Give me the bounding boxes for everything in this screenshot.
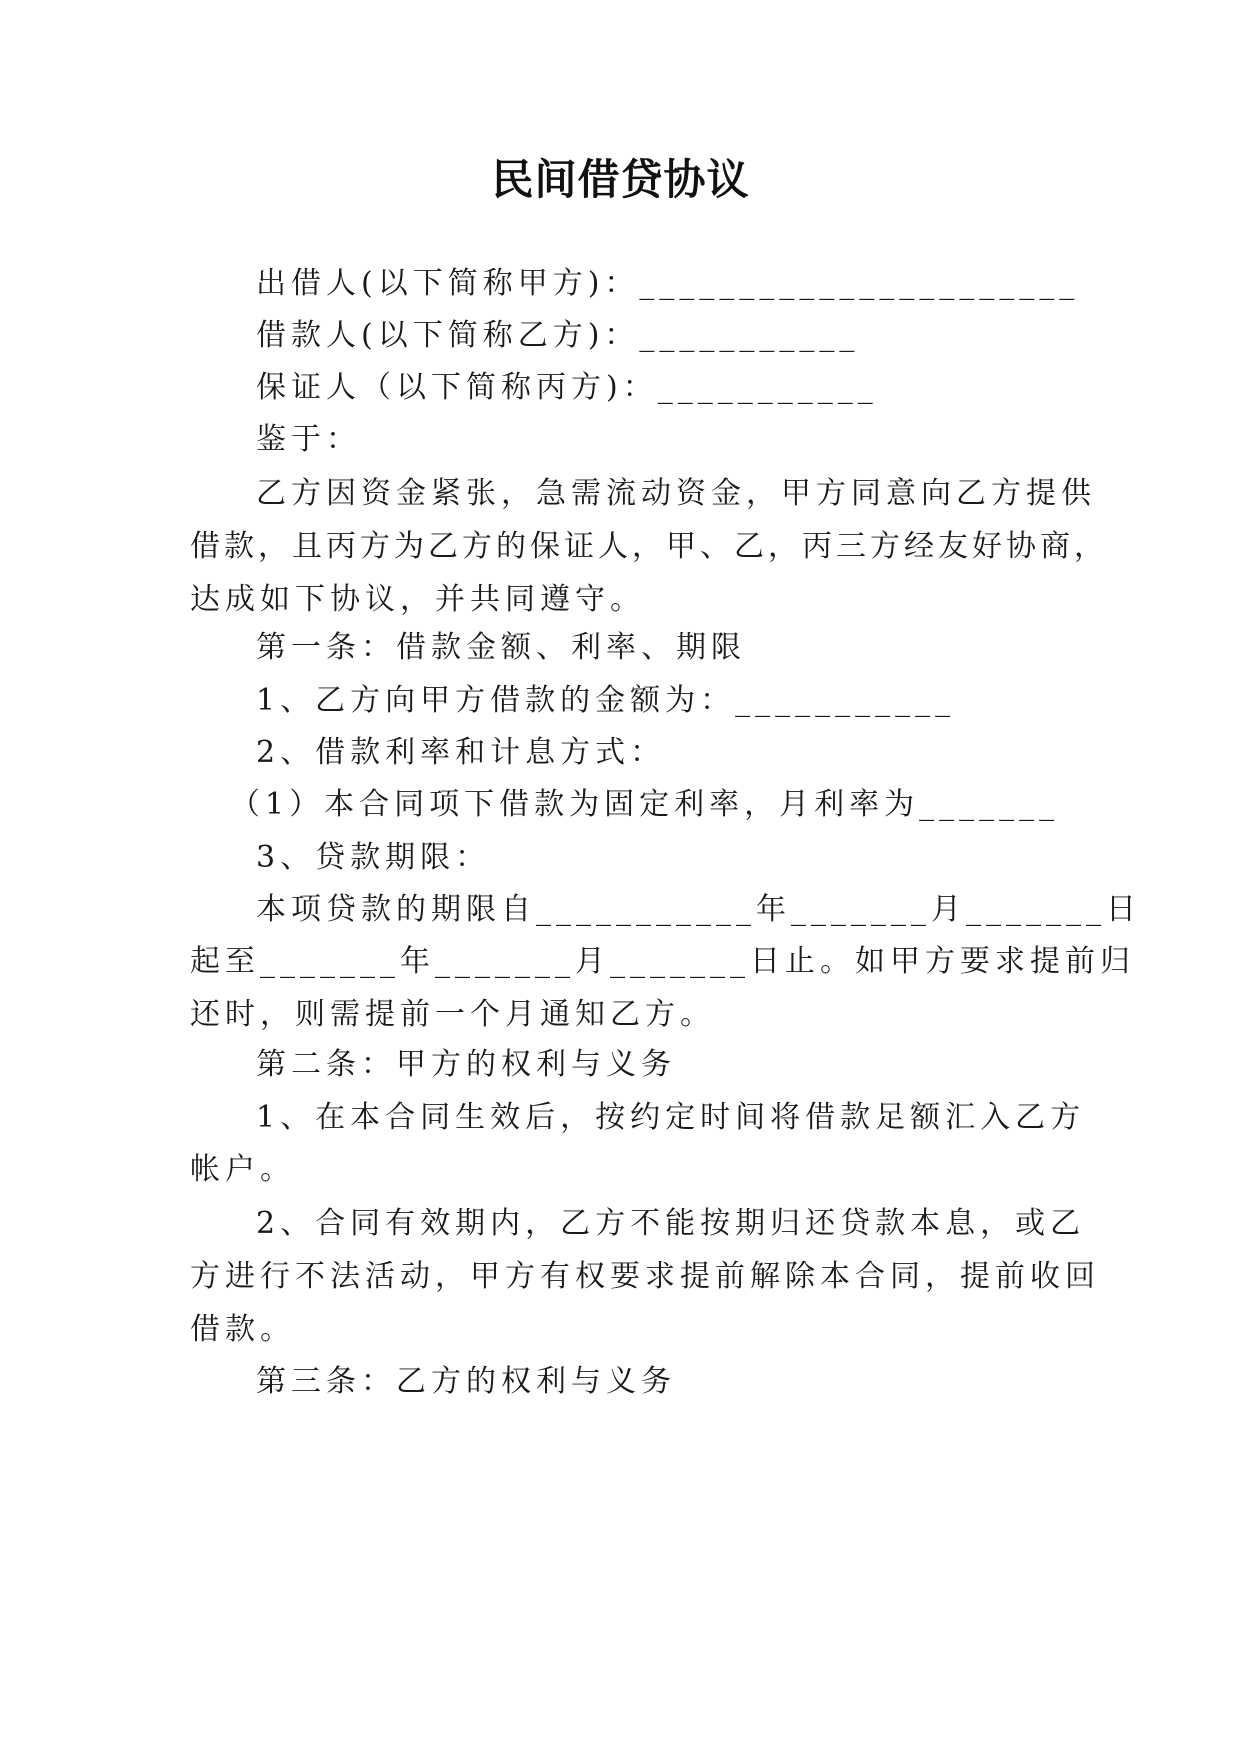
article-2-item-1-line-2: 帐户。 [190, 1152, 295, 1187]
article-2-heading: 第二条：甲方的权利与义务 [256, 1047, 676, 1082]
preamble-line-2: 借款，且丙方为乙方的保证人，甲、乙，丙三方经友好协商， [190, 529, 1108, 564]
article-3-heading: 第三条：乙方的权利与义务 [256, 1364, 676, 1399]
interest-rate-line: （1）本合同项下借款为固定利率，月利率为_______ [230, 787, 1060, 822]
term-line-1: 本项贷款的期限自___________年_______月_______日 [256, 892, 1141, 927]
guarantor-line: 保证人（以下简称丙方)：___________ [256, 370, 878, 405]
article-1-heading: 第一条：借款金额、利率、期限 [256, 630, 746, 665]
preamble-line-3: 达成如下协议，并共同遵守。 [190, 582, 645, 617]
article-2-item-1-line-1: 1、在本合同生效后，按约定时间将借款足额汇入乙方 [256, 1100, 1086, 1135]
interest-heading: 2、借款利率和计息方式： [256, 735, 666, 770]
borrower-line: 借款人(以下简称乙方)：___________ [256, 318, 860, 353]
whereas-heading: 鉴于： [256, 422, 361, 457]
article-2-item-2-line-1: 2、合同有效期内，乙方不能按期归还贷款本息，或乙 [256, 1206, 1086, 1241]
article-2-item-2-line-2: 方进行不法活动，甲方有权要求提前解除本合同，提前收回 [190, 1259, 1100, 1294]
article-2-item-2-line-3: 借款。 [190, 1312, 295, 1347]
document-title: 民间借贷协议 [491, 155, 750, 204]
loan-amount-line: 1、乙方向甲方借款的金额为：___________ [256, 683, 956, 718]
preamble-line-1: 乙方因资金紧张，急需流动资金，甲方同意向乙方提供 [256, 476, 1096, 511]
loan-term-heading: 3、贷款期限： [256, 840, 491, 875]
term-line-3: 还时，则需提前一个月通知乙方。 [190, 997, 715, 1032]
lender-line: 出借人(以下简称甲方)：______________________ [256, 266, 1080, 301]
term-line-2: 起至_______年_______月_______日止。如甲方要求提前归 [190, 944, 1135, 979]
